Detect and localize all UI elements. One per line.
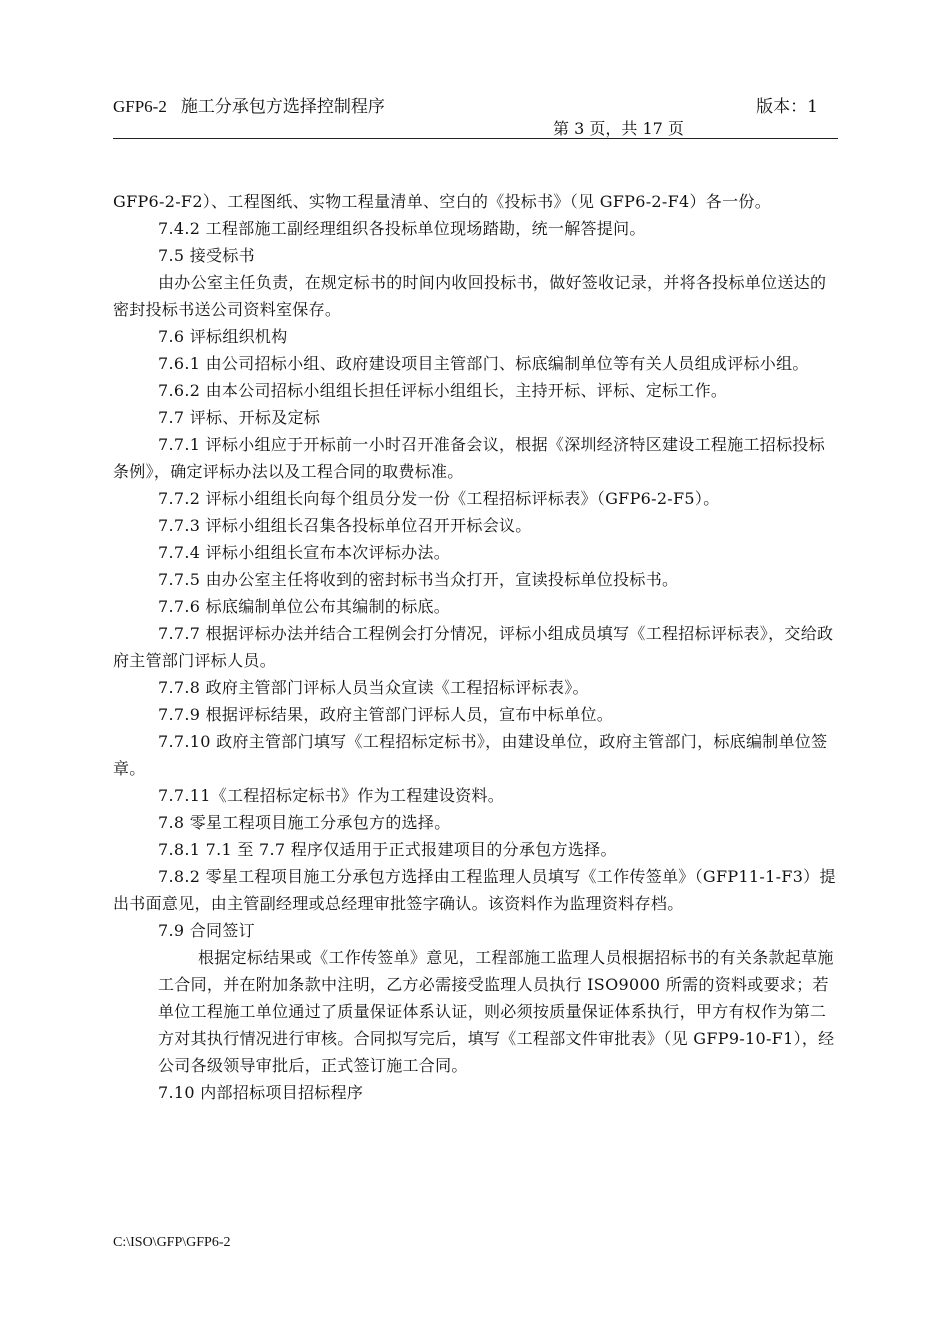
paragraph: 7.7.7 根据评标办法并结合工程例会打分情况，评标小组成员填写《工程招标评标表》，交给政府主管部门评标人员。: [113, 624, 834, 670]
section-heading: 7.5 接受标书: [158, 246, 255, 265]
paragraph: 7.7.11《工程招标定标书》作为工程建设资料。: [158, 786, 505, 805]
paragraph: 7.8.1 7.1 至 7.7 程序仅适用于正式报建项目的分承包方选择。: [158, 840, 617, 859]
section-heading: 7.8 零星工程项目施工分承包方的选择。: [158, 813, 451, 832]
paragraph: 7.8.2 零星工程项目施工分承包方选择由工程监理人员填写《工作传签单》（GFP11-1-F3）提出书面意见，由主管副经理或总经理审批签字确认。该资料作为监理资料存档。: [113, 867, 836, 913]
paragraph: 7.4.2 工程部施工副经理组织各投标单位现场踏勘，统一解答提问。: [158, 219, 646, 238]
section-heading: 7.6 评标组织机构: [158, 327, 288, 346]
paragraph: 7.7.10 政府主管部门填写《工程招标定标书》，由建设单位，政府主管部门，标底编制单位签章。: [113, 732, 828, 778]
section-heading: 7.10 内部招标项目招标程序: [158, 1083, 364, 1102]
header-document-title: [113, 92, 385, 117]
page-header: [113, 90, 838, 139]
paragraph: 7.6.2 由本公司招标小组组长担任评标小组组长，主持开标、评标、定标工作。: [158, 381, 728, 400]
section-heading: 7.9 合同签订: [158, 921, 255, 940]
paragraph: 7.7.6 标底编制单位公布其编制的标底。: [158, 597, 451, 616]
paragraph: 7.7.5 由办公室主任将收到的密封标书当众打开，宣读投标单位投标书。: [158, 570, 679, 589]
document-body: [113, 188, 838, 1106]
paragraph: GFP6-2-F2）、工程图纸、实物工程量清单、空白的《投标书》（见 GFP6-2-F4）各一份。: [113, 192, 771, 211]
paragraph: 7.7.8 政府主管部门评标人员当众宣读《工程招标评标表》。: [158, 678, 589, 697]
section-heading: 7.7 评标、开标及定标: [158, 408, 321, 427]
paragraph: 7.7.3 评标小组组长召集各投标单位召开开标会议。: [158, 516, 532, 535]
header-doc-title: 施工分承包方选择控制程序: [180, 97, 385, 116]
paragraph: 7.7.9 根据评标结果，政府主管部门评标人员，宣布中标单位。: [158, 705, 614, 724]
page-footer-path: C:\ISO\GFP\GFP6-2: [113, 1235, 231, 1250]
paragraph: 根据定标结果或《工作传签单》意见，工程部施工监理人员根据招标书的有关条款起草施工合同，并在附加条款中注明，乙方必需接受监理人员执行 ISO9000 所需的资料或要求；若单位工程施工单位通过了质量保证体系认证，则必须按质量保证体系执行，甲方有权作为第二方对其执行情况进行审核。合同拟写完后，填写《工程部文件审批表》（见 GFP9-10-F1），经公司各级领导审批后，正式签订施工合同。: [158, 948, 835, 1075]
header-doc-code: GFP6-2: [113, 97, 167, 116]
paragraph: 由办公室主任负责，在规定标书的时间内收回投标书，做好签收记录，并将各投标单位送达的密封投标书送公司资料室保存。: [113, 273, 827, 319]
paragraph: 7.6.1 由公司招标小组、政府建设项目主管部门、标底编制单位等有关人员组成评标小组。: [158, 354, 809, 373]
paragraph: 7.7.1 评标小组应于开标前一小时召开准备会议，根据《深圳经济特区建设工程施工招标投标条例》，确定评标办法以及工程合同的取费标准。: [113, 435, 825, 481]
header-page-info: 第 3 页，共 17 页: [553, 119, 684, 138]
paragraph: 7.7.4 评标小组组长宣布本次评标办法。: [158, 543, 451, 562]
paragraph: 7.7.2 评标小组组长向每个组员分发一份《工程招标评标表》（GFP6-2-F5）。: [158, 489, 720, 508]
header-version: 版本：1: [756, 97, 818, 117]
